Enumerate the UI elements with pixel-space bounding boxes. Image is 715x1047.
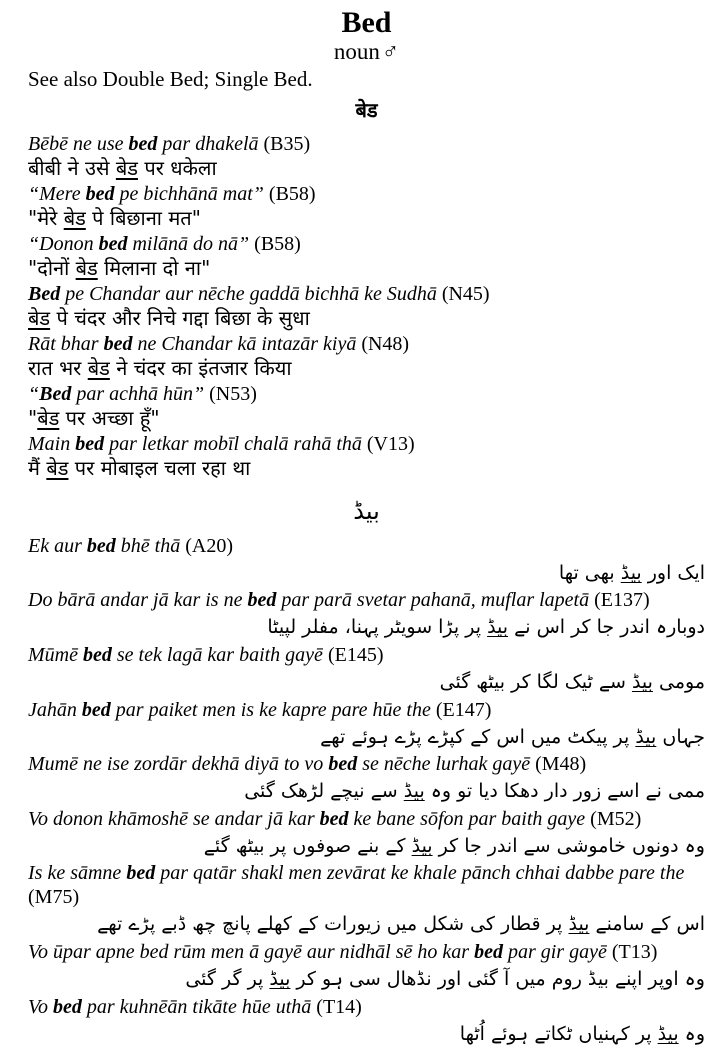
hindi-section-header: बेड xyxy=(355,97,378,122)
example-roman: Bēbē ne use bed par dhakelā (B35) xyxy=(28,132,311,155)
example-roman: Main bed par letkar mobīl chalā rahā thā (V13) xyxy=(28,432,415,455)
example-entry xyxy=(28,282,705,330)
example-translation-hindi: मैं बेड पर मोबाइल चला रहा था xyxy=(28,455,251,480)
example-translation-hindi: "दोनों बेड मिलाना दो ना" xyxy=(28,255,211,280)
example-entry xyxy=(28,182,705,230)
example-entry xyxy=(28,643,705,696)
example-entry xyxy=(28,995,705,1047)
example-roman: Jahān bed par paiket men is ke kapre pare hūe the (E147) xyxy=(28,698,492,721)
example-entry xyxy=(28,940,705,993)
example-roman: “Mere bed pe bichhānā mat” (B58) xyxy=(28,182,316,205)
example-entry xyxy=(28,132,705,180)
page-title: Bed xyxy=(341,6,392,39)
example-translation-urdu: جہاں بیڈ پر پیکٹ میں اس کے کپڑے پڑے ہوئے تھے xyxy=(320,725,705,748)
example-roman: Ek aur bed bhē thā (A20) xyxy=(28,534,233,557)
example-entry xyxy=(28,752,705,805)
male-gender-icon: ♂ xyxy=(381,39,400,64)
example-roman: Do bārā andar jā kar is ne bed par parā svetar pahanā, muflar lapetā (E137) xyxy=(28,589,650,612)
example-translation-urdu: مومی بیڈ سے ٹیک لگا کر بیٹھ گئی xyxy=(439,670,705,693)
example-entry xyxy=(28,382,705,430)
example-roman: Mumē ne ise zordār dekhā diyā to vo bed se nēche lurhak gayē (M48) xyxy=(28,753,587,776)
example-translation-urdu: ایک اور بیڈ بھی تھا xyxy=(558,561,705,584)
example-translation-urdu: ممی نے اسے زور دار دھکا دیا تو وہ بیڈ سے نیچے لڑھک گئی xyxy=(244,780,705,803)
example-entry xyxy=(28,534,705,587)
example-translation-urdu: وہ دونوں خاموشی سے اندر جا کر بیڈ کے بنے صوفوں پر بیٹھ گئے xyxy=(203,834,705,857)
example-translation-urdu: دوبارہ اندر جا کر اس نے بیڈ پر پڑا سویٹر پہنا، مفلر لپیٹا xyxy=(267,616,705,639)
example-entry xyxy=(28,861,705,938)
example-translation-hindi: "मेरे बेड पे बिछाना मत" xyxy=(28,205,201,230)
example-entry xyxy=(28,807,705,860)
example-translation-hindi: बीबी ने उसे बेड पर धकेला xyxy=(28,155,217,180)
example-entry xyxy=(28,432,705,480)
example-roman: Bed pe Chandar aur nēche gaddā bichhā ke Sudhā (N45) xyxy=(28,282,490,305)
example-translation-hindi: रात भर बेड ने चंदर का इंतजार किया xyxy=(28,355,292,380)
hindi-examples-list xyxy=(28,132,705,480)
example-entry xyxy=(28,698,705,751)
example-entry xyxy=(28,332,705,380)
example-entry xyxy=(28,232,705,280)
example-roman: Vo bed par kuhnēān tikāte hūe uthā (T14) xyxy=(28,995,362,1018)
see-also-note: See also Double Bed; Single Bed. xyxy=(28,67,313,92)
example-entry xyxy=(28,588,705,641)
example-translation-hindi: बेड पे चंदर और निचे गद्दा बिछा के सुधा xyxy=(28,305,310,330)
example-translation-urdu: اس کے سامنے بیڈ پر قطار کی شکل میں زیورات کے کھلے پانچ چھ ڈبے پڑے تھے xyxy=(97,913,705,936)
example-roman: Vo donon khāmoshē se andar jā kar bed ke bane sōfon par baith gaye (M52) xyxy=(28,807,642,830)
example-roman: “Donon bed milānā do nā” (B58) xyxy=(28,232,301,255)
example-roman: Rāt bhar bed ne Chandar kā intazār kiyā (N48) xyxy=(28,332,410,355)
example-roman: Is ke sāmne bed par qatār shakl men zevārat ke khale pānch chhai dabbe pare the (M75) xyxy=(28,862,685,909)
example-roman: Vo ūpar apne bed rūm men ā gayē aur nidhāl sē ho kar bed par gir gayē (T13) xyxy=(28,941,658,964)
example-roman: “Bed par achhā hūn” (N53) xyxy=(28,382,257,405)
pos-label: noun xyxy=(333,39,380,64)
part-of-speech-line xyxy=(28,39,705,65)
urdu-examples-list xyxy=(28,534,705,1047)
example-roman: Mūmē bed se tek lagā kar baith gayē (E145) xyxy=(28,643,384,666)
example-translation-hindi: "बेड पर अच्छा हूँ" xyxy=(28,405,160,430)
example-translation-urdu: وہ اوپر اپنے بیڈ روم میں آ گئی اور نڈھال سی ہو کر بیڈ پر گر گئی xyxy=(185,968,705,991)
example-translation-urdu: وہ بیڈ پر کہنیاں ٹکاتے ہوئے اُٹھا xyxy=(459,1022,705,1045)
urdu-section-header: بیڈ xyxy=(353,496,380,525)
